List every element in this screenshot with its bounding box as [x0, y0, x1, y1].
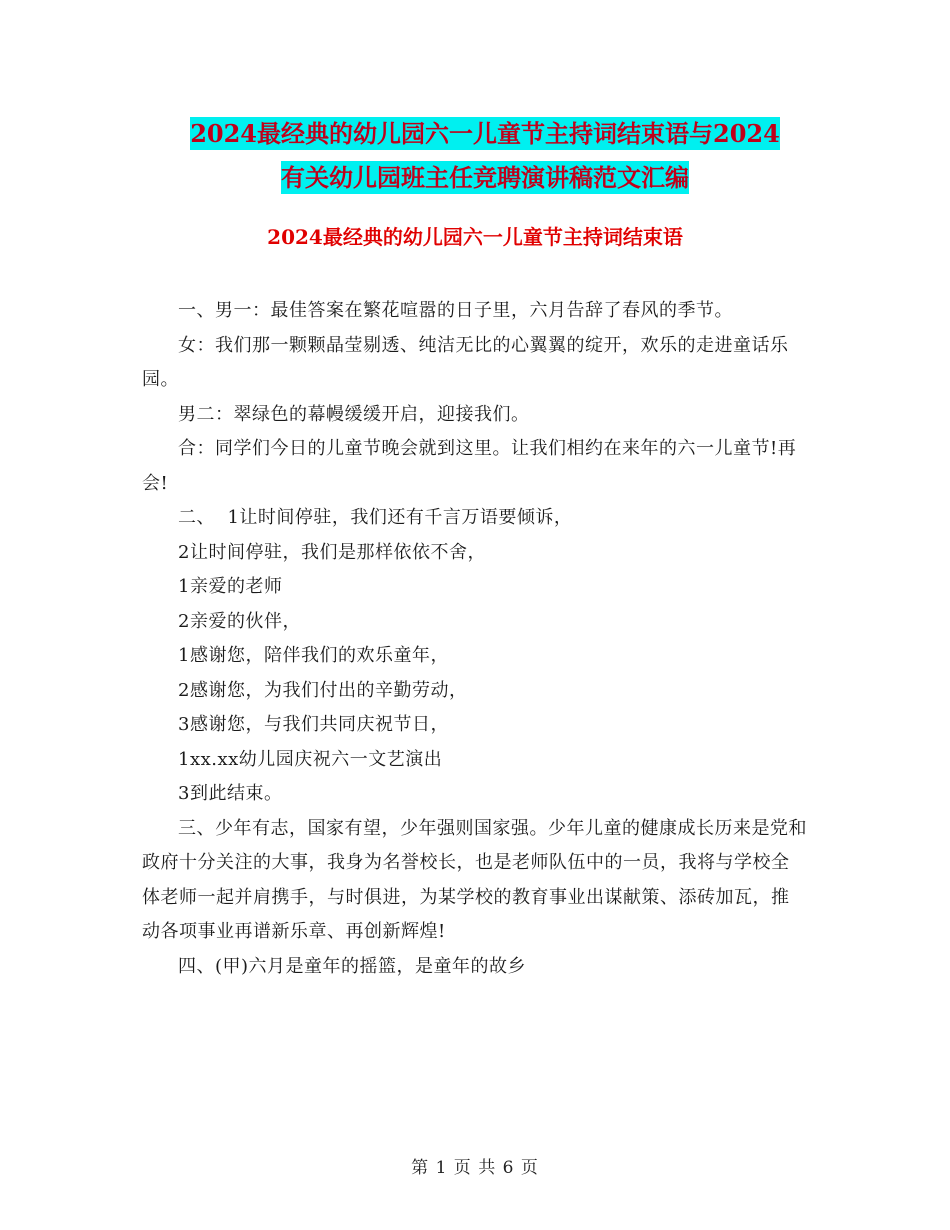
paragraph: 三、少年有志，国家有望，少年强则国家强。少年儿童的健康成长历来是党和政府十分关注的大事，我身为名誉校长，也是老师队伍中的一员，我将与学校全体老师一起并肩携手，与时俱进，为某学校的教育事业出谋献策、添砖加瓦，推动各项事业再谱新乐章、再创新辉煌!	[142, 817, 807, 942]
page-footer: 第 1 页 共 6 页	[411, 1158, 539, 1178]
paragraph: 男二：翠绿色的幕幔缓缓开启，迎接我们。	[178, 403, 530, 425]
dialogue-line: 二、 1让时间停驻，我们还有千言万语要倾诉，	[178, 507, 573, 528]
document-title	[140, 112, 830, 200]
section-title: 2024最经典的幼儿园六一儿童节主持词结束语	[267, 225, 683, 249]
dialogue-line: 1感谢您，陪伴我们的欢乐童年，	[178, 645, 449, 666]
dialogue-line: 2亲爱的伙伴，	[178, 610, 301, 632]
paragraph: 一、男一：最佳答案在繁花喧嚣的日子里，六月告辞了春风的季节。	[178, 300, 733, 321]
dialogue-line: 3感谢您，与我们共同庆祝节日，	[178, 714, 449, 735]
dialogue-line: 2感谢您，为我们付出的辛勤劳动，	[178, 679, 468, 701]
dialogue-line: 1xx.xx幼儿园庆祝六一文艺演出	[178, 748, 443, 770]
dialogue-line: 2让时间停驻，我们是那样依依不舍，	[178, 541, 486, 563]
dialogue-line: 1亲爱的老师	[178, 576, 283, 597]
title-line-1: 2024最经典的幼儿园六一儿童节主持词结束语与2024	[190, 119, 780, 148]
dialogue-line: 3到此结束。	[178, 783, 283, 804]
paragraph: 四、(甲)六月是童年的摇篮，是童年的故乡	[178, 955, 527, 977]
paragraph: 合：同学们今日的儿童节晚会就到这里。让我们相约在来年的六一儿童节!再会!	[142, 438, 797, 494]
paragraph: 女：我们那一颗颗晶莹剔透、纯洁无比的心翼翼的绽开，欢乐的走进童话乐园。	[142, 334, 789, 390]
title-line-2: 有关幼儿园班主任竞聘演讲稿范文汇编	[281, 163, 689, 192]
document-body	[142, 294, 807, 984]
